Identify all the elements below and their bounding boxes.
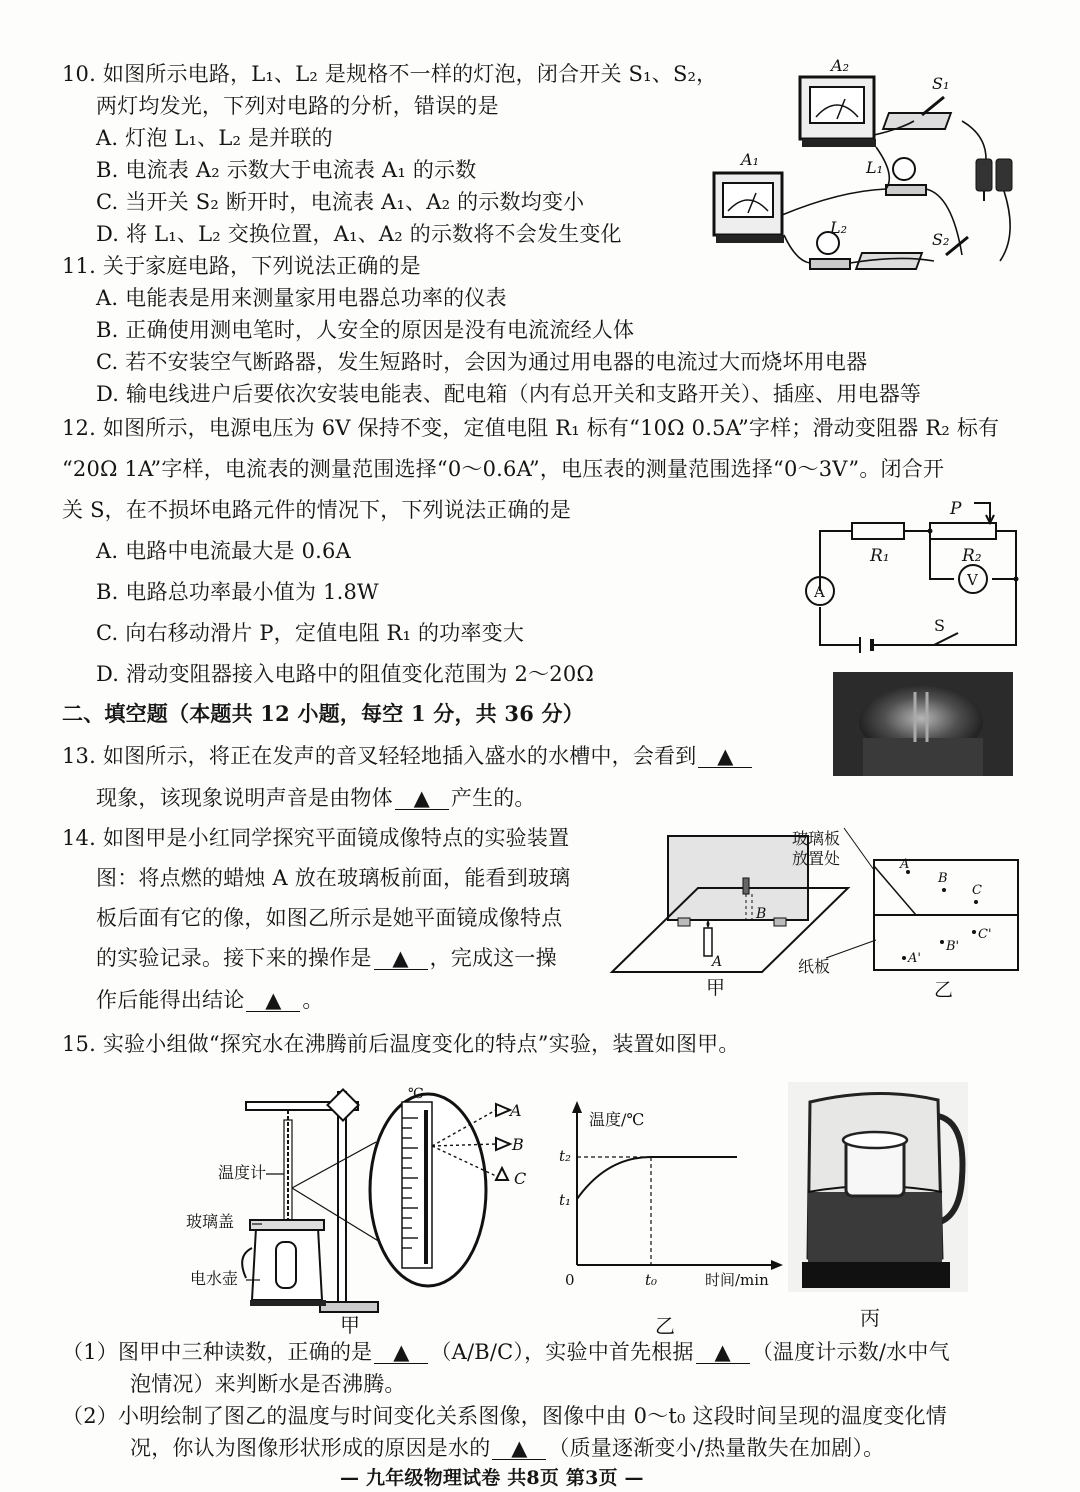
q10-option-b: B. 电流表 A₂ 示数大于电流表 A₁ 的示数 (96, 158, 477, 182)
label-l2: L₂ (830, 218, 848, 237)
q10-stem-line1: 10. 如图所示电路，L₁、L₂ 是规格不一样的灯泡，闭合开关 S₁、S₂， (62, 62, 718, 86)
thermometer-label: 温度计 (218, 1163, 267, 1182)
paper-board-label: 纸板 (798, 957, 831, 976)
tick-t0: t₀ (645, 1271, 658, 1289)
q14-blank-2: ▲ (246, 989, 300, 1012)
q14-line4-text: 的实验记录。接下来的操作是 (96, 946, 372, 970)
view-label-c: C (514, 1169, 527, 1188)
label-p: P (950, 499, 962, 519)
q15-blank-2: ▲ (696, 1341, 750, 1364)
q13-blank-2: ▲ (395, 787, 449, 810)
q15-part1-line2: 泡情况）来判断水是否沸腾。 (130, 1372, 406, 1396)
q12-stem-line1: 12. 如图所示，电源电压为 6V 保持不变，定值电阻 R₁ 标有“10Ω 0.5A”字样；滑动变阻器 R₂ 标有 (62, 416, 1000, 440)
q13-line2-end: 产生的。 (450, 786, 536, 810)
q15-part2-text: 况，你认为图像形状形成的原因是水的 (130, 1436, 491, 1460)
caption-bing-text: 丙 (860, 1306, 881, 1330)
view-label-a: A (510, 1101, 522, 1120)
switch-s2 (856, 230, 968, 269)
q10-circuit-figure (700, 55, 1030, 285)
q14-line5-end: 。 (302, 988, 324, 1012)
ammeter-a2 (800, 56, 876, 147)
q11-stem: 11. 关于家庭电路，下列说法正确的是 (62, 254, 421, 278)
label-s: S (934, 616, 945, 635)
glass-plate-label-2: 放置处 (792, 849, 841, 868)
ammeter-a1 (714, 150, 784, 243)
q12-option-d: D. 滑动变阻器接入电路中的阻值变化范围为 2～20Ω (96, 662, 595, 686)
graph-x-label: 时间/min (705, 1271, 769, 1289)
switch-s1 (883, 74, 951, 129)
temperature-curve (577, 1157, 737, 1199)
q15-figure-jia (180, 1080, 560, 1340)
q14-line4 (96, 944, 557, 972)
q15-part1-text: （1）图甲中三种读数，正确的是 (62, 1340, 373, 1364)
q14-line2: 图：将点燃的蜡烛 A 放在玻璃板前面，能看到玻璃 (96, 866, 571, 890)
q15-part2-line2 (130, 1434, 884, 1462)
q13-line1-text: 13. 如图所示，将正在发声的音叉轻轻地插入盛水的水槽中，会看到 (62, 744, 697, 768)
q12-stem-line2: “20Ω 1A”字样，电流表的测量范围选择“0～0.6A”，电压表的测量范围选择“0～3V”。闭合开 (62, 457, 945, 481)
q12-option-b: B. 电路总功率最小值为 1.8W (96, 580, 379, 604)
point-b: B (938, 871, 948, 886)
candle-label-a: A (712, 954, 723, 970)
q10-stem-line2: 两灯均发光，下列对电路的分析，错误的是 (96, 94, 499, 118)
label-r1: R₁ (870, 546, 890, 566)
degree-unit-label: ℃ (408, 1086, 424, 1102)
label-r2: R₂ (962, 546, 982, 566)
q14-line4-end: ，完成这一操 (429, 946, 557, 970)
label-a1: A₁ (741, 150, 759, 169)
point-c: C (972, 883, 982, 898)
eye-view-b (496, 1135, 524, 1154)
q15-blank-3: ▲ (492, 1437, 546, 1460)
label-s2: S₂ (932, 230, 950, 249)
q11-option-c: C. 若不安装空气断路器，发生短路时，会因为通过用电器的电流过大而烧坏用电器 (96, 350, 868, 374)
eye-view-a (496, 1101, 522, 1120)
q11-option-d: D. 输电线进户后要依次安装电能表、配电箱（内有总开关和支路开关）、插座、用电器等 (96, 382, 922, 406)
q15-part1-end: （温度计示数/水中气 (751, 1340, 950, 1364)
q14-line5 (96, 986, 324, 1014)
q11-option-a: A. 电能表是用来测量家用电器总功率的仪表 (96, 286, 507, 310)
q10-option-c: C. 当开关 S₂ 断开时，电流表 A₁、A₂ 的示数均变小 (96, 190, 585, 214)
q14-line3: 板后面有它的像，如图乙所示是她平面镜成像特点 (96, 906, 563, 930)
tick-t1: t₁ (559, 1191, 572, 1209)
graph-y-label: 温度/℃ (589, 1110, 645, 1129)
glass-plate-label-1: 玻璃板 (792, 829, 841, 848)
q13-line2-text: 现象，该现象说明声音是由物体 (96, 786, 393, 810)
kettle-label: 电水壶 (190, 1269, 239, 1288)
label-voltmeter: V (967, 571, 978, 589)
page-footer: — 九年级物理试卷 共8页 第3页 — (340, 1467, 644, 1489)
eye-view-c (496, 1168, 526, 1188)
label-l1: L₁ (866, 158, 884, 177)
q12-option-c: C. 向右移动滑片 P，定值电阻 R₁ 的功率变大 (96, 621, 525, 645)
q15-temperature-graph (555, 1095, 795, 1338)
label-s1: S₁ (932, 74, 950, 93)
q14-mirror-figure (612, 820, 1032, 1005)
q15-kettle-photo (788, 1082, 968, 1292)
q11-option-b: B. 正确使用测电笔时，人安全的原因是没有电流流经人体 (96, 318, 635, 342)
q13-line1 (62, 742, 754, 770)
q15-part2-line1: （2）小明绘制了图乙的温度与时间变化关系图像，图像中由 0～t₀ 这段时间呈现的温度变化情 (62, 1404, 947, 1428)
record-sheet (792, 828, 1018, 1001)
candle-label-b: B (756, 906, 767, 922)
lamp-l2 (810, 218, 850, 269)
point-b-prime: B' (946, 939, 960, 954)
caption-yi: 乙 (934, 979, 954, 1001)
q12-option-a: A. 电路中电流最大是 0.6A (96, 539, 351, 563)
caption-yi: 乙 (655, 1314, 675, 1338)
q15-stem: 15. 实验小组做“探究水在沸腾前后温度变化的特点”实验，装置如图甲。 (62, 1032, 740, 1056)
q12-stem-line3: 关 S，在不损坏电路元件的情况下，下列说法正确的是 (62, 498, 572, 522)
point-a-prime: A' (908, 951, 921, 966)
q12-circuit-diagram (800, 495, 1030, 670)
q10-option-a: A. 灯泡 L₁、L₂ 是并联的 (96, 126, 333, 150)
q15-part1-line1 (62, 1338, 950, 1366)
tick-t2: t₂ (559, 1147, 572, 1165)
view-label-b: B (512, 1135, 524, 1154)
battery-pack (976, 159, 1012, 201)
q10-option-d: D. 将 L₁、L₂ 交换位置，A₁、A₂ 的示数将不会发生变化 (96, 222, 622, 246)
q14-line5-text: 作后能得出结论 (96, 988, 245, 1012)
q13-blank-1: ▲ (698, 745, 752, 768)
resistor-r2 (930, 523, 996, 539)
caption-jia: 甲 (706, 977, 726, 999)
q15-part1-mid: （A/B/C），实验中首先根据 (430, 1340, 694, 1364)
section-2-heading: 二、填空题（本题共 12 小题，每空 1 分，共 36 分） (62, 701, 584, 726)
glass-lid-label: 玻璃盖 (186, 1212, 235, 1231)
caption-jia: 甲 (340, 1313, 360, 1337)
q13-line2 (96, 784, 536, 812)
q14-blank-1: ▲ (374, 947, 428, 970)
q15-blank-1: ▲ (374, 1341, 428, 1364)
point-c-prime: C' (978, 927, 992, 942)
label-a2: A₂ (831, 56, 849, 75)
q14-line1: 14. 如图甲是小红同学探究平面镜成像特点的实验装置 (62, 826, 570, 850)
graph-origin: 0 (565, 1271, 575, 1289)
q15-part2-end: （质量逐渐变小/热量散失在加剧）。 (548, 1436, 885, 1460)
tuning-fork-photo (833, 672, 1013, 776)
resistor-r1 (852, 523, 904, 539)
point-a: A (900, 857, 910, 872)
label-ammeter: A (814, 583, 825, 601)
